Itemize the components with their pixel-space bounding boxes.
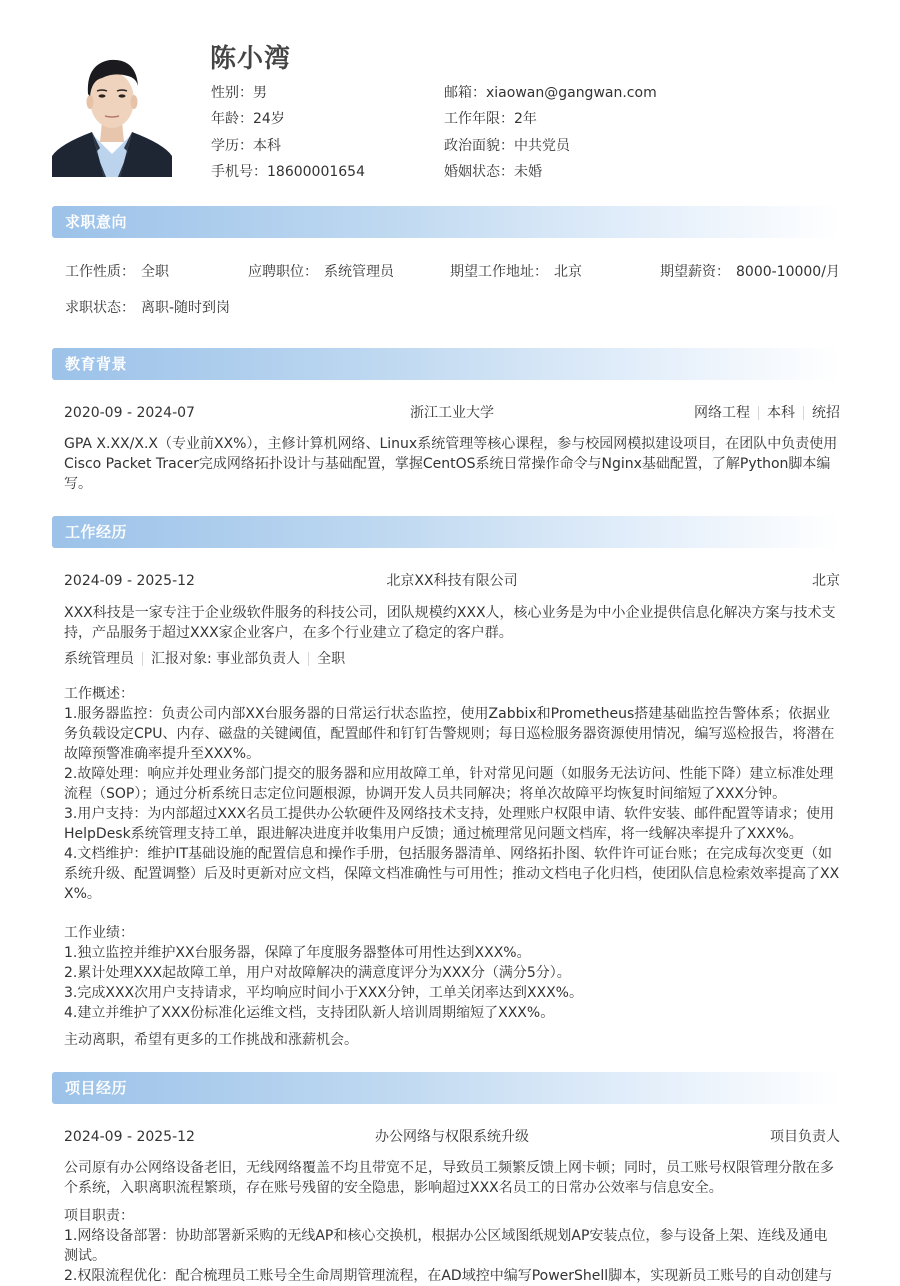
intent-label: 期望工作地址： (450, 264, 548, 280)
section-header-education (52, 348, 840, 380)
basic-info-right (444, 82, 657, 187)
education-description: GPA X.XX/X.X（专业前XX%），主修计算机网络、Linux系统管理等核心课程，参与校园网模拟建设项目，在团队中负责使用Cisco Packet Tracer完成网络拓扑设计与基础配置，掌握CentOS系统日常操作命令与Nginx基础配置，了解Python脚本编写。 (64, 436, 838, 492)
project-name: 办公网络与权限系统升级 (375, 1129, 529, 1145)
info-value: 男 (253, 85, 267, 101)
education-tags (694, 403, 840, 423)
education-major: 网络工程 (694, 405, 750, 421)
info-political-status (444, 135, 657, 161)
project-period: 2024-09 - 2025-12 (64, 1129, 195, 1145)
work-achievement-item: 4.建立并维护了XXX份标准化运维文档，支持团队新人培训周期缩短了XXX%。 (64, 1005, 555, 1021)
work-tags (64, 649, 345, 669)
education-meta-row (64, 403, 840, 423)
work-achievement-item: 1.独立监控并维护XX台服务器，保障了年度服务器整体可用性达到XXX%。 (64, 945, 531, 961)
info-age (211, 108, 365, 134)
project-background: 公司原有办公网络设备老旧，无线网络覆盖不均且带宽不足，导致员工频繁反馈上网卡顿；同时，员工账号权限管理分散在多个系统，入职离职流程繁琐，存在账号残留的安全隐患，影响超过XXX名员工的日常办公效率与信息安全。 (64, 1160, 834, 1196)
project-duties (64, 1206, 840, 1286)
work-report-to: 汇报对象: 事业部负责人 (151, 651, 301, 667)
work-title: 系统管理员 (64, 651, 134, 667)
intent-label: 求职状态： (65, 300, 135, 316)
divider (758, 406, 759, 420)
info-value: 24岁 (253, 111, 285, 128)
info-label: 学历： (211, 137, 253, 154)
section-title: 工作经历 (65, 523, 128, 541)
info-label: 工作年限： (444, 111, 514, 128)
person-portrait-icon (52, 44, 172, 177)
info-degree (211, 135, 365, 161)
work-achievement-item: 2.累计处理XXX起故障工单，用户对故障解决的满意度评分为XXX分（满分5分）。 (64, 965, 571, 981)
intent-label: 工作性质： (65, 264, 135, 280)
info-label: 婚姻状态： (444, 163, 514, 180)
work-achievement-item: 3.完成XXX次用户支持请求，平均响应时间小于XXX分钟，工单关闭率达到XXX%。 (64, 985, 583, 1001)
project-duty-item: 1.网络设备部署：协助部署新采购的无线AP和核心交换机，根据办公区域图纸规划AP安装点位，参与设备上架、连线及通电测试。 (64, 1228, 828, 1264)
work-overview-title: 工作概述： (64, 686, 134, 702)
work-company: 北京XX科技有限公司 (386, 573, 518, 589)
intent-work-type (65, 262, 169, 282)
intent-label: 应聘职位： (248, 264, 318, 280)
candidate-name: 陈小湾 (210, 44, 292, 74)
info-email (444, 82, 657, 108)
intent-value: 离职-随时到岗 (141, 300, 231, 316)
project-duty-item: 2.权限流程优化：配合梳理员工账号全生命周期管理流程，在AD域控中编写PowerShell脚本，实现新员工账号的自动创建与 (64, 1268, 833, 1284)
section-title: 教育背景 (65, 355, 128, 373)
intent-value: 8000-10000/月 (736, 264, 840, 280)
info-label: 政治面貌： (444, 137, 514, 154)
info-value: 18600001654 (267, 163, 365, 180)
work-meta-row (64, 571, 840, 591)
intent-location (450, 262, 582, 282)
divider (308, 652, 309, 666)
section-header-project (52, 1072, 840, 1104)
education-degree: 本科 (767, 405, 795, 421)
info-phone (211, 161, 365, 187)
education-school: 浙江工业大学 (410, 405, 494, 421)
info-value: 本科 (253, 137, 281, 154)
education-enrollment-type: 统招 (812, 405, 840, 421)
info-value: 中共党员 (514, 137, 570, 154)
info-marital-status (444, 161, 657, 187)
project-role: 项目负责人 (770, 1129, 840, 1145)
work-period: 2024-09 - 2025-12 (64, 573, 195, 589)
section-header-intent (52, 206, 840, 238)
work-overview (64, 684, 840, 904)
project-duties-title: 项目职责： (64, 1208, 134, 1224)
work-city: 北京 (812, 573, 840, 589)
info-label: 性别： (211, 85, 253, 101)
work-overview-item: 4.文档维护：维护IT基础设施的配置信息和操作手册，包括服务器清单、网络拓扑图、软件许可证台账；在完成每次变更（如系统升级、配置调整）后及时更新对应文档，保障文档准确性与可用性；推动文档电子化归档，使团队信息检索效率提高了XXX%。 (64, 846, 840, 902)
work-leave-reason: 主动离职，希望有更多的工作挑战和涨薪机会。 (64, 1032, 358, 1048)
info-gender (211, 82, 365, 108)
project-meta-row (64, 1127, 840, 1147)
intent-label: 期望薪资： (660, 264, 730, 280)
intent-position (248, 262, 394, 282)
divider (803, 406, 804, 420)
intent-value: 全职 (141, 264, 169, 280)
info-label: 年龄： (211, 111, 253, 128)
work-overview-item: 3.用户支持：为内部超过XXX名员工提供办公软硬件及网络技术支持，处理账户权限申请、软件安装、邮件配置等请求；使用HelpDesk系统管理支持工单，跟进解决进度并收集用户反馈；通过梳理常见问题文档库，将一线解决率提升了XXX%。 (64, 806, 835, 842)
work-employment-type: 全职 (317, 651, 346, 667)
work-achievements-title: 工作业绩： (64, 925, 134, 941)
education-period: 2020-09 - 2024-07 (64, 405, 195, 421)
info-years-experience (444, 108, 657, 134)
info-value: 未婚 (514, 163, 542, 180)
info-label: 邮箱： (444, 85, 486, 101)
section-header-work (52, 516, 840, 548)
info-value: 2年 (514, 111, 537, 128)
intent-value: 系统管理员 (324, 264, 394, 280)
divider (142, 652, 143, 666)
info-value: xiaowan@gangwan.com (486, 85, 657, 101)
basic-info-left (211, 82, 365, 187)
intent-salary (660, 262, 840, 282)
work-achievements (64, 923, 840, 1023)
profile-photo (52, 44, 172, 177)
intent-value: 北京 (554, 264, 582, 280)
intent-status (65, 298, 230, 318)
section-title: 项目经历 (65, 1079, 128, 1097)
work-overview-item: 1.服务器监控：负责公司内部XX台服务器的日常运行状态监控，使用Zabbix和Prometheus搭建基础监控告警体系；依据业务负载设定CPU、内存、磁盘的关键阈值，配置邮件和钉钉告警规则；每日巡检服务器资源使用情况，编写巡检报告，将潜在故障预警准确率提升至XXX%。 (64, 706, 835, 762)
section-title: 求职意向 (65, 213, 128, 231)
work-overview-item: 2.故障处理：响应并处理业务部门提交的服务器和应用故障工单，针对常见问题（如服务无法访问、性能下降）建立标准处理流程（SOP）；通过分析系统日志定位问题根源，协调开发人员共同解决；将单次故障平均恢复时间缩短了XXX分钟。 (64, 766, 834, 802)
work-company-intro: XXX科技是一家专注于企业级软件服务的科技公司，团队规模约XXX人，核心业务是为中小企业提供信息化解决方案与技术支持，产品服务于超过XXX家企业客户，在多个行业建立了稳定的客户群。 (64, 605, 836, 641)
info-label: 手机号： (211, 163, 267, 180)
